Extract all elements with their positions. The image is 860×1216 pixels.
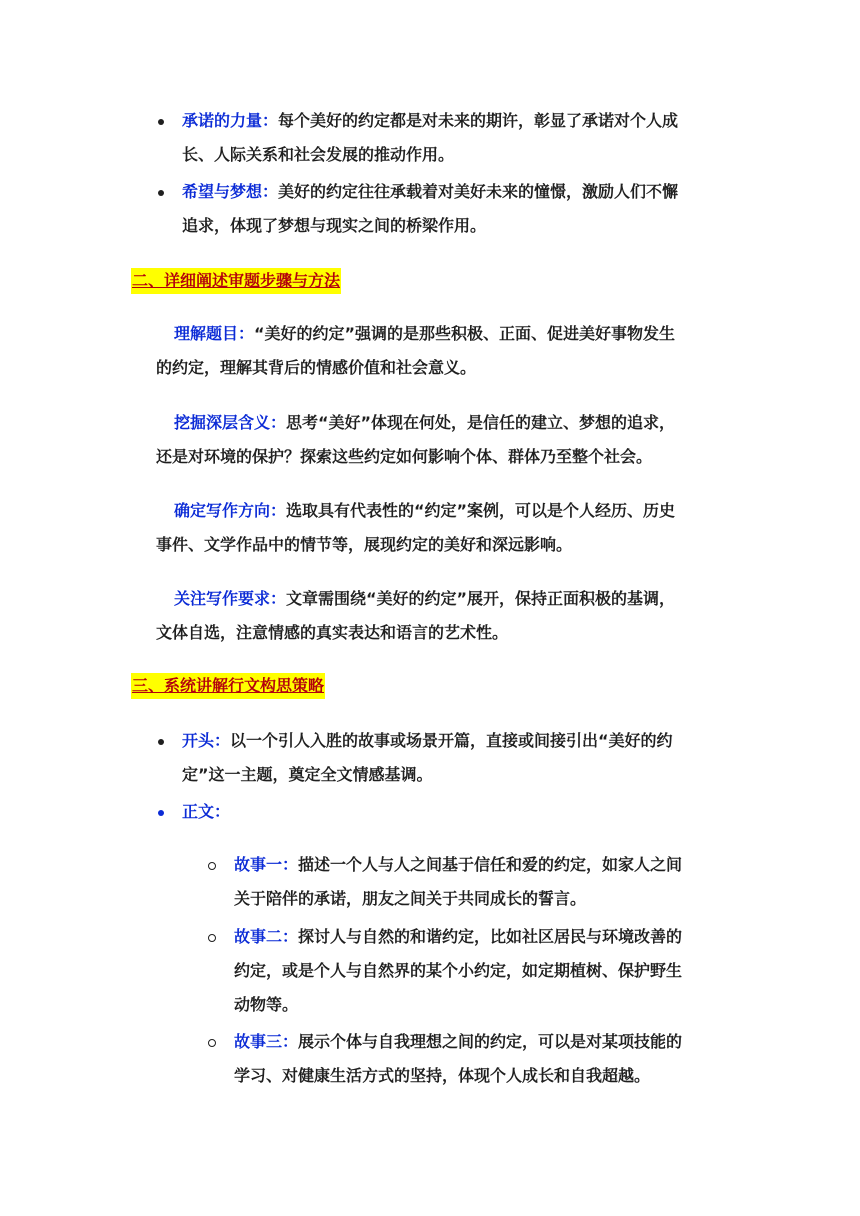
bullet-line: 定”这一主题，奠定全文情感基调。 xyxy=(182,765,433,784)
bullet-label: 希望与梦想： xyxy=(182,182,279,201)
bullet-label: 开头： xyxy=(182,731,231,750)
sub-bullet-line: 描述一个人与人之间基于信任和爱的约定，如家人之间 xyxy=(298,855,683,874)
bullet-label: 承诺的力量： xyxy=(182,111,279,130)
bullet-text xyxy=(182,175,742,243)
circle-bullet-icon xyxy=(208,934,216,942)
bullet-dot-icon xyxy=(158,739,164,745)
bullet-dot-icon xyxy=(158,119,164,125)
bullet-line: 美好的约定往往承载着对美好未来的憧憬，激励人们不懈 xyxy=(278,182,679,201)
bullet-text xyxy=(182,795,742,829)
sub-bullet-label: 故事一： xyxy=(234,855,299,874)
para-line: 还是对环境的保护？探索这些约定如何影响个体、群体乃至整个社会。 xyxy=(156,447,653,466)
bullet-dot-icon xyxy=(158,190,164,196)
para-line: 选取具有代表性的“约定”案例，可以是个人经历、历史 xyxy=(286,501,676,520)
para-label: 理解题目： xyxy=(174,324,255,343)
sub-bullet-label: 故事三： xyxy=(234,1032,299,1051)
sub-bullet-line: 关于陪伴的承诺，朋友之间关于共同成长的誓言。 xyxy=(234,889,587,908)
bullet-label: 正文： xyxy=(182,802,231,821)
sub-bullet-line: 学习、对健康生活方式的坚持，体现个人成长和自我超越。 xyxy=(234,1066,651,1085)
bullet-dot-icon xyxy=(158,810,164,816)
sub-bullet-text xyxy=(234,920,744,1022)
bullet-text xyxy=(182,104,742,172)
circle-bullet-icon xyxy=(208,862,216,870)
bullet-line: 追求，体现了梦想与现实之间的桥梁作用。 xyxy=(182,216,487,235)
section-heading-2: 二、详细阐述审题步骤与方法 xyxy=(131,268,341,294)
circle-bullet-icon xyxy=(208,1039,216,1047)
para-line: 的约定，理解其背后的情感价值和社会意义。 xyxy=(156,358,477,377)
sub-bullet-label: 故事二： xyxy=(234,927,299,946)
bullet-text xyxy=(182,724,742,792)
para-line: 思考“美好”体现在何处，是信任的建立、梦想的追求， xyxy=(286,413,676,432)
paragraph-direction xyxy=(156,494,734,562)
paragraph-requirements xyxy=(156,582,734,650)
para-line: 文章需围绕“美好的约定”展开，保持正面积极的基调， xyxy=(286,589,676,608)
bullet-line: 长、人际关系和社会发展的推动作用。 xyxy=(182,145,455,164)
paragraph-deep-meaning xyxy=(156,406,734,474)
para-line: 文体自选，注意情感的真实表达和语言的艺术性。 xyxy=(156,623,509,642)
sub-bullet-line: 约定，或是个人与自然界的某个小约定，如定期植树、保护野生 xyxy=(234,961,683,980)
para-label: 关注写作要求： xyxy=(174,589,287,608)
para-label: 挖掘深层含义： xyxy=(174,413,287,432)
sub-bullet-text xyxy=(234,848,744,916)
para-line: 事件、文学作品中的情节等，展现约定的美好和深远影响。 xyxy=(156,535,573,554)
sub-bullet-line: 展示个体与自我理想之间的约定，可以是对某项技能的 xyxy=(298,1032,683,1051)
sub-bullet-line: 动物等。 xyxy=(234,995,299,1014)
para-label: 确定写作方向： xyxy=(174,501,287,520)
section-heading-3: 三、系统讲解行文构思策略 xyxy=(131,673,325,699)
paragraph-understand xyxy=(156,317,734,385)
bullet-line: 每个美好的约定都是对未来的期许，彰显了承诺对个人成 xyxy=(278,111,679,130)
sub-bullet-line: 探讨人与自然的和谐约定，比如社区居民与环境改善的 xyxy=(298,927,683,946)
sub-bullet-text xyxy=(234,1025,744,1093)
para-line: “美好的约定”强调的是那些积极、正面、促进美好事物发生 xyxy=(254,324,676,343)
bullet-line: 以一个引人入胜的故事或场景开篇，直接或间接引出“美好的约 xyxy=(230,731,673,750)
